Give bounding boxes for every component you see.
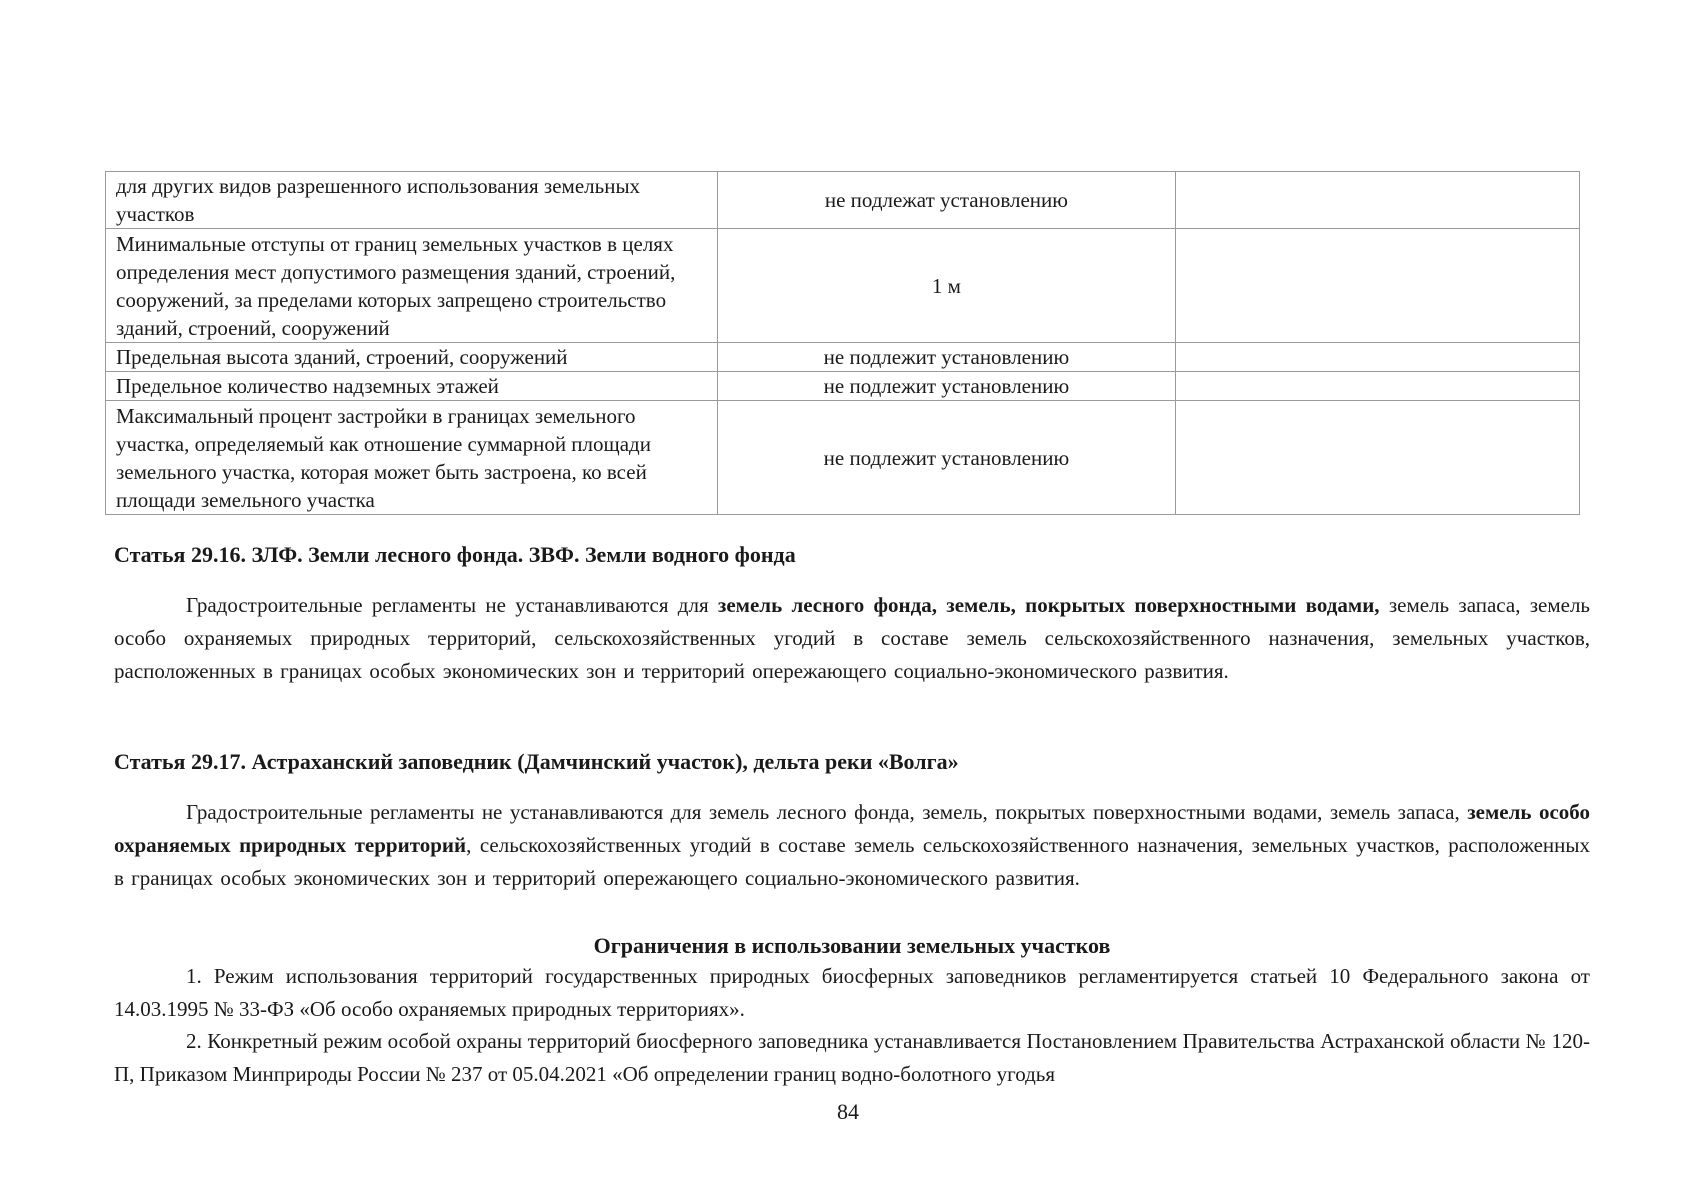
table-cell-value: не подлежат установлению bbox=[717, 172, 1175, 229]
table-cell-label: Предельное количество надземных этажей bbox=[106, 372, 718, 401]
table-cell-extra bbox=[1176, 401, 1580, 515]
table-cell-label: Предельная высота зданий, строений, сооружений bbox=[106, 343, 718, 372]
table-cell-extra bbox=[1176, 229, 1580, 343]
restrictions-item-2 bbox=[114, 1025, 1590, 1091]
table-cell-label: для других видов разрешенного использования земельных участков bbox=[106, 172, 718, 229]
paragraph-text: Градостроительные регламенты не устанавливаются для земель лесного фонда, земель, покрытых поверхностными водами, земель запаса, bbox=[186, 800, 1468, 824]
table-row bbox=[106, 372, 1580, 401]
table-cell-label: Минимальные отступы от границ земельных участков в целях определения мест допустимого размещения зданий, строений, сооружений, за пределами которых запрещено строительство зданий, строений, сооружений bbox=[106, 229, 718, 343]
article-29-17-heading: Статья 29.17. Астраханский заповедник (Дамчинский участок), дельта реки «Волга» bbox=[114, 749, 959, 774]
table-row bbox=[106, 172, 1580, 229]
restrictions-item-text: 1. Режим использования территорий государственных природных биосферных заповедников регламентируется статьей 10 Федерального закона от 14.03.1995 № 33-ФЗ «Об особо охраняемых природных территориях». bbox=[114, 964, 1590, 1021]
paragraph-bold-text: земель лесного фонда, земель, покрытых поверхностными водами, bbox=[717, 593, 1380, 617]
restrictions-item-1 bbox=[114, 960, 1590, 1026]
paragraph-bold-text: земель особо охраняемых природных территорий bbox=[114, 800, 1590, 857]
table-cell-extra bbox=[1176, 343, 1580, 372]
table-row bbox=[106, 343, 1580, 372]
restrictions-heading: Ограничения в использовании земельных участков bbox=[593, 933, 1111, 958]
article-29-16-heading: Статья 29.16. ЗЛФ. Земли лесного фонда. ЗВФ. Земли водного фонда bbox=[114, 542, 796, 567]
paragraph-text: , сельскохозяйственных угодий в составе земель сельскохозяйственного назначения, земельных участков, расположенных в границах особых экономических зон и территорий опережающего социально-экономического развития. bbox=[114, 833, 1590, 890]
table-cell-extra bbox=[1176, 172, 1580, 229]
page-number: 84 bbox=[837, 1099, 859, 1124]
parameters-table bbox=[105, 171, 1580, 515]
paragraph-text: земель запаса, земель особо охраняемых природных территорий, сельскохозяйственных угодий в составе земель сельскохозяйственного назначения, земельных участков, расположенных в границах особых экономических зон и территорий опережающего социально-экономического развития. bbox=[114, 593, 1590, 683]
paragraph-text: Градостроительные регламенты не устанавливаются для bbox=[186, 593, 718, 617]
table-cell-value: не подлежит установлению bbox=[717, 401, 1175, 515]
table-row bbox=[106, 229, 1580, 343]
table-cell-value: не подлежит установлению bbox=[717, 343, 1175, 372]
restrictions-item-text: 2. Конкретный режим особой охраны территорий биосферного заповедника устанавливается Постановлением Правительства Астраханской области № 120-П, Приказом Минприроды России № 237 от 05.04.2021 «Об определении границ водно-болотного угодья bbox=[114, 1029, 1590, 1086]
table-row bbox=[106, 401, 1580, 515]
table-cell-value: 1 м bbox=[717, 229, 1175, 343]
table-cell-label: Максимальный процент застройки в границах земельного участка, определяемый как отношение суммарной площади земельного участка, которая может быть застроена, ко всей площади земельного участка bbox=[106, 401, 718, 515]
article-29-17-paragraph bbox=[114, 796, 1590, 895]
table-cell-value: не подлежит установлению bbox=[717, 372, 1175, 401]
table-cell-extra bbox=[1176, 372, 1580, 401]
article-29-16-paragraph bbox=[114, 589, 1590, 688]
